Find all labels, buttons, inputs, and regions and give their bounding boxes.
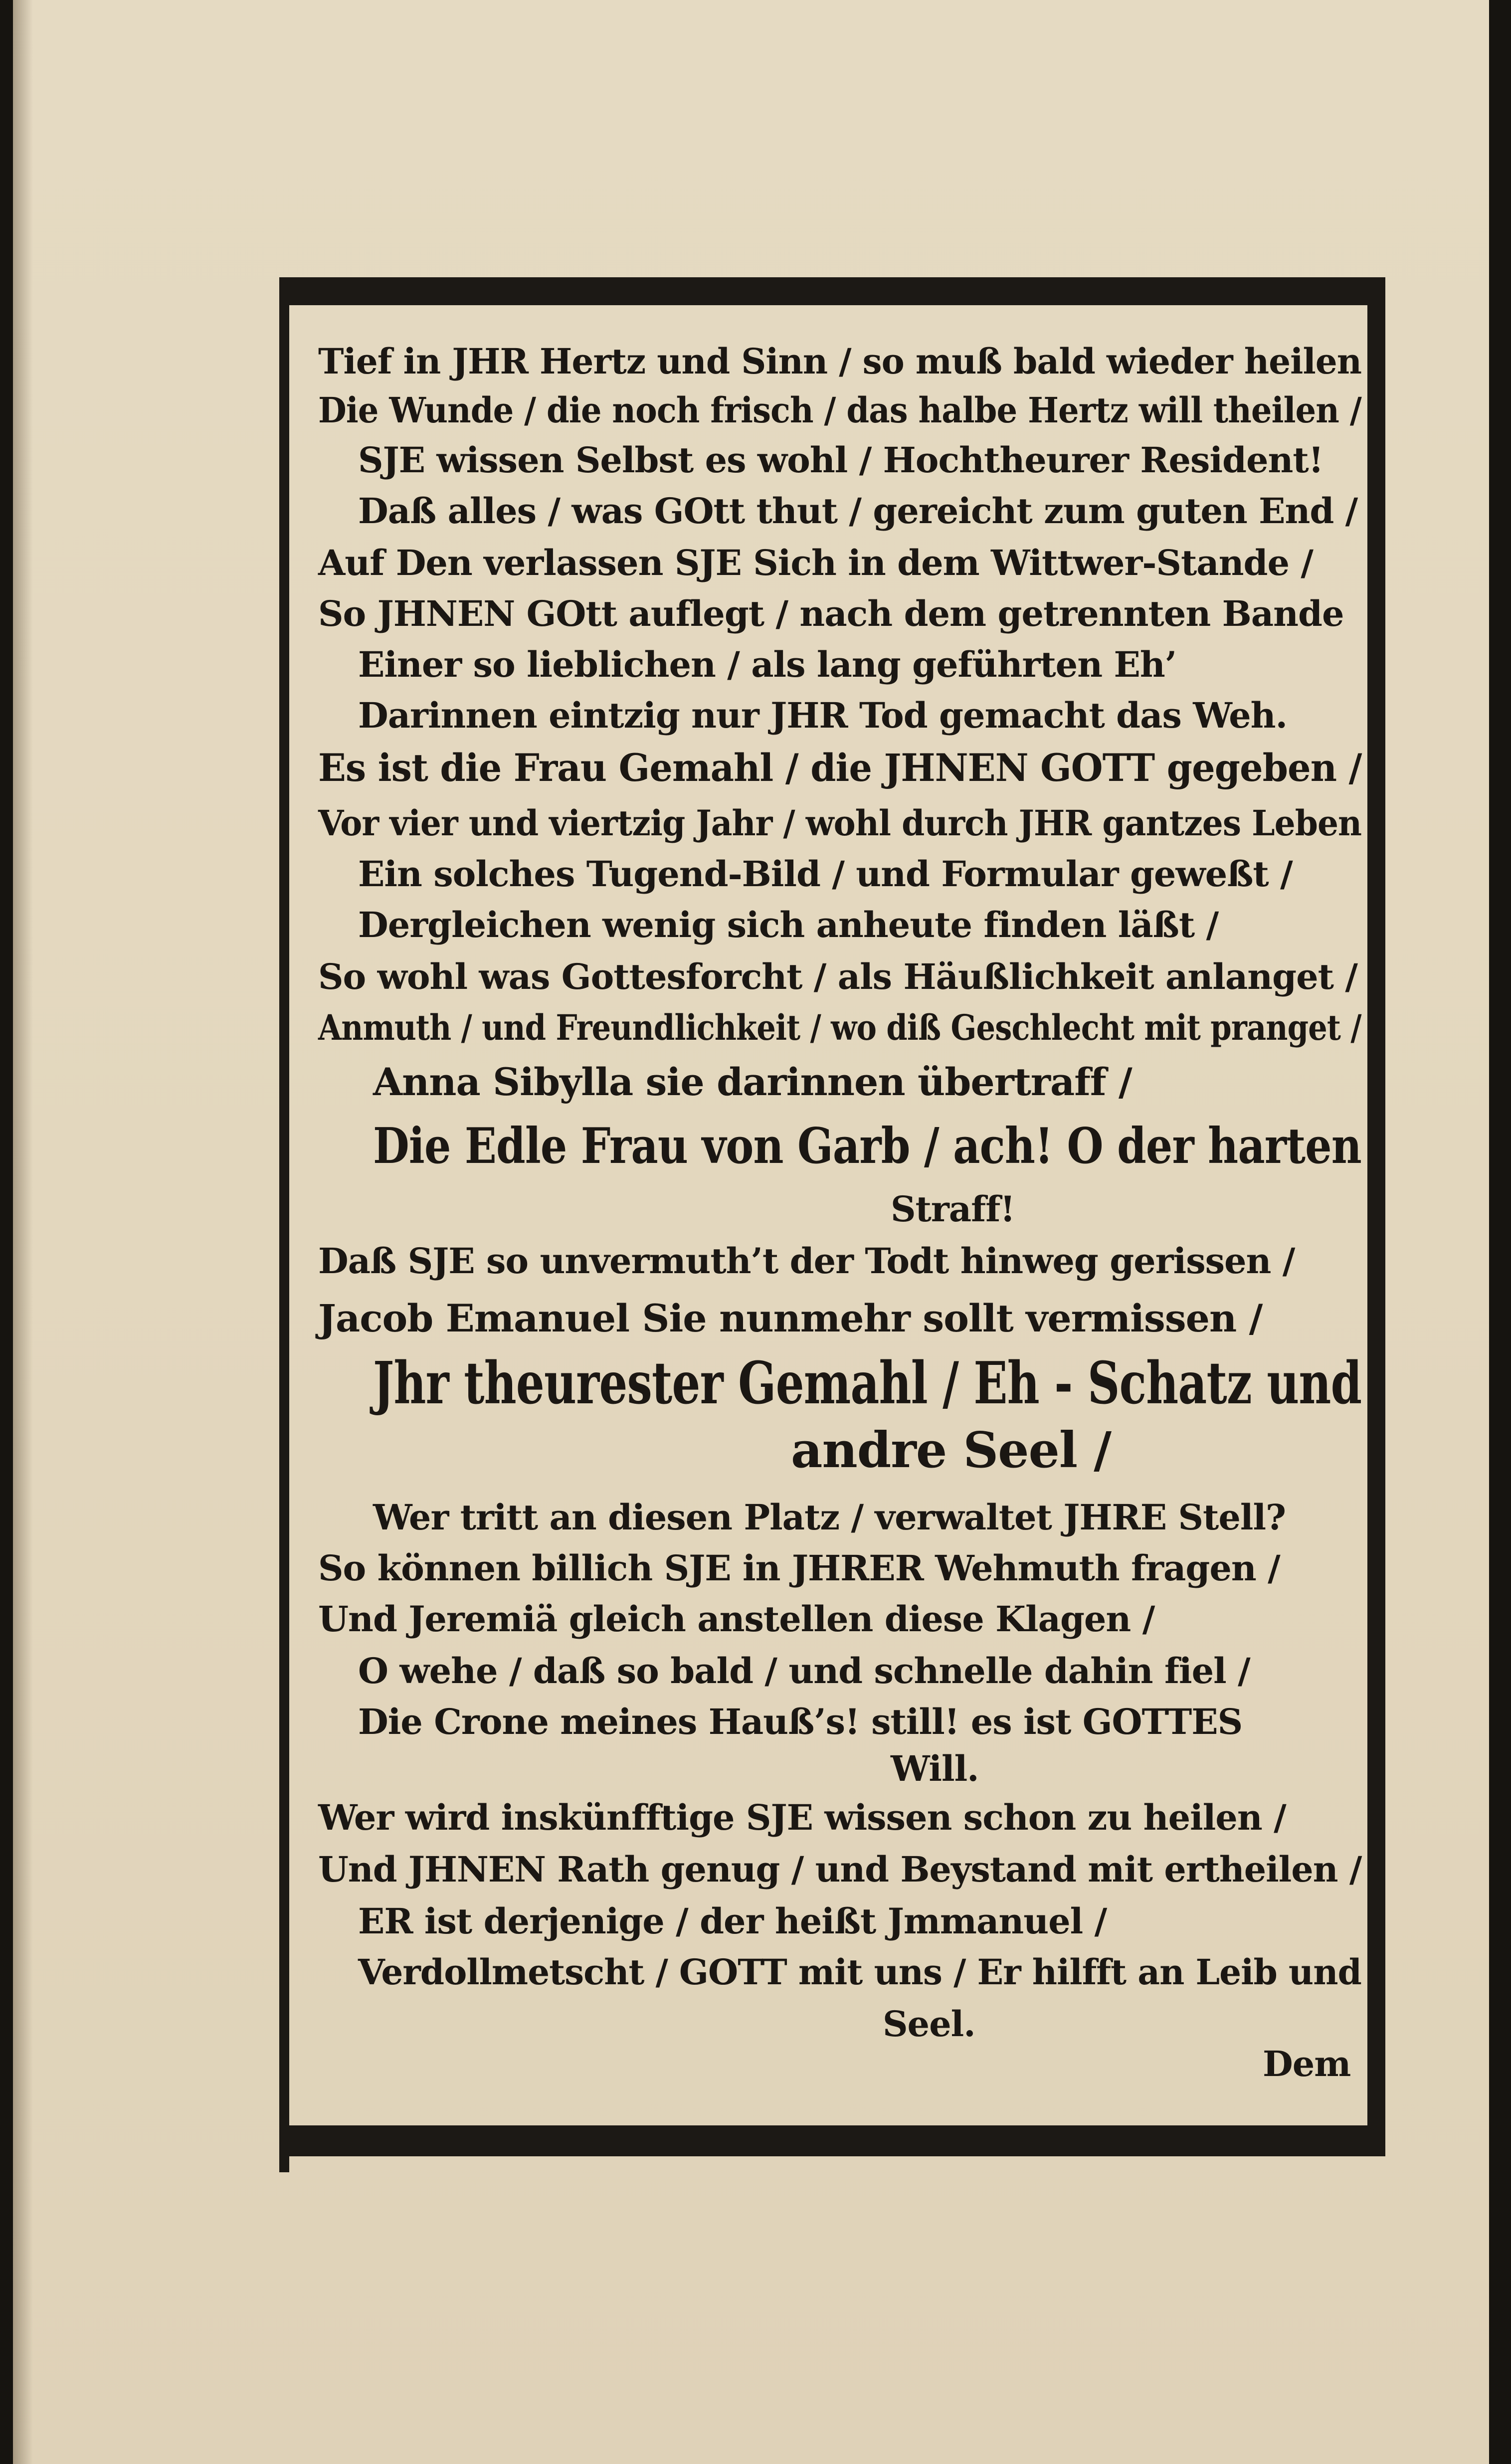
poem-line: SJE wissen Selbst es wohl / Hochtheurer Resident! <box>358 439 1323 481</box>
poem-line: Seel. <box>883 2003 975 2045</box>
poem-line: O wehe / daß so bald / und schnelle dahin fiel / <box>358 1650 1250 1692</box>
poem-line: Straff! <box>891 1188 1015 1230</box>
mourning-border-right <box>1367 277 1385 2156</box>
poem-line: Daß alles / was GOtt thut / gereicht zum guten End / <box>358 490 1358 532</box>
poem-line: Es ist die Frau Gemahl / die JHNEN GOTT gegeben / <box>318 746 1362 790</box>
poem-line: andre Seel / <box>791 1422 1111 1479</box>
poem-line-name: Die Edle Frau von Garb / ach! O der harten <box>373 1118 1361 1175</box>
poem-line-name: Jhr theurester Gemahl / Eh - Schatz und <box>373 1349 1362 1417</box>
poem-line: Tief in JHR Hertz und Sinn / so muß bald wieder heilen <box>318 341 1362 382</box>
poem-line: Verdollmetscht / GOTT mit uns / Er hilfft an Leib und <box>358 1951 1361 1993</box>
poem-line: Und Jeremiä gleich anstellen diese Klagen / <box>318 1598 1155 1640</box>
poem-line: So wohl was Gottesforcht / als Häußlichkeit anlanget / <box>318 956 1357 997</box>
poem-line: Auf Den verlassen SJE Sich in dem Wittwer-Stande / <box>318 542 1313 583</box>
poem-line: Anmuth / und Freundlichkeit / wo diß Geschlecht mit pranget / <box>318 1007 1361 1048</box>
poem-line: So JHNEN GOtt auflegt / nach dem getrennten Bande <box>318 593 1344 634</box>
poem-line-name: Anna Sibylla sie darinnen übertraff / <box>373 1060 1132 1104</box>
poem-line: Darinnen eintzig nur JHR Tod gemacht das Weh. <box>358 695 1287 736</box>
poem-line: Daß SJE so unvermuth’t der Todt hinweg gerissen / <box>318 1240 1295 1282</box>
poem-line: Die Wunde / die noch frisch / das halbe Hertz will theilen / <box>318 389 1361 431</box>
poem-line: Dergleichen wenig sich anheute finden läßt / <box>358 904 1219 946</box>
poem-line: Die Crone meines Hauß’s! still! es ist GOTTES <box>358 1701 1243 1742</box>
poem-line: Will. <box>891 1748 979 1789</box>
poem-line: Wer wird inskünfftige SJE wissen schon zu heilen / <box>318 1797 1286 1838</box>
catchword: Dem <box>1263 2043 1351 2085</box>
poem-line-name: Jacob Emanuel Sie nunmehr sollt vermissen / <box>318 1296 1263 1340</box>
poem-line: Ein solches Tugend-Bild / und Formular geweßt / <box>358 853 1293 895</box>
poem-line: Wer tritt an diesen Platz / verwaltet JHRE Stell? <box>373 1497 1286 1538</box>
mourning-border-bottom <box>280 2125 1381 2156</box>
poem-line: ER ist derjenige / der heißt Jmmanuel / <box>358 1900 1107 1942</box>
poem-line: Vor vier und viertzig Jahr / wohl durch JHR gantzes Leben <box>318 802 1362 844</box>
gutter-shadow <box>13 0 33 2464</box>
poem-line: Und JHNEN Rath genug / und Beystand mit ertheilen / <box>318 1849 1362 1890</box>
mourning-border-left <box>279 277 289 2172</box>
poem-line: Einer so lieblichen / als lang geführten Eh’ <box>358 644 1177 685</box>
mourning-border-top <box>280 277 1373 305</box>
poem-line: So können billich SJE in JHRER Wehmuth fragen / <box>318 1547 1280 1589</box>
